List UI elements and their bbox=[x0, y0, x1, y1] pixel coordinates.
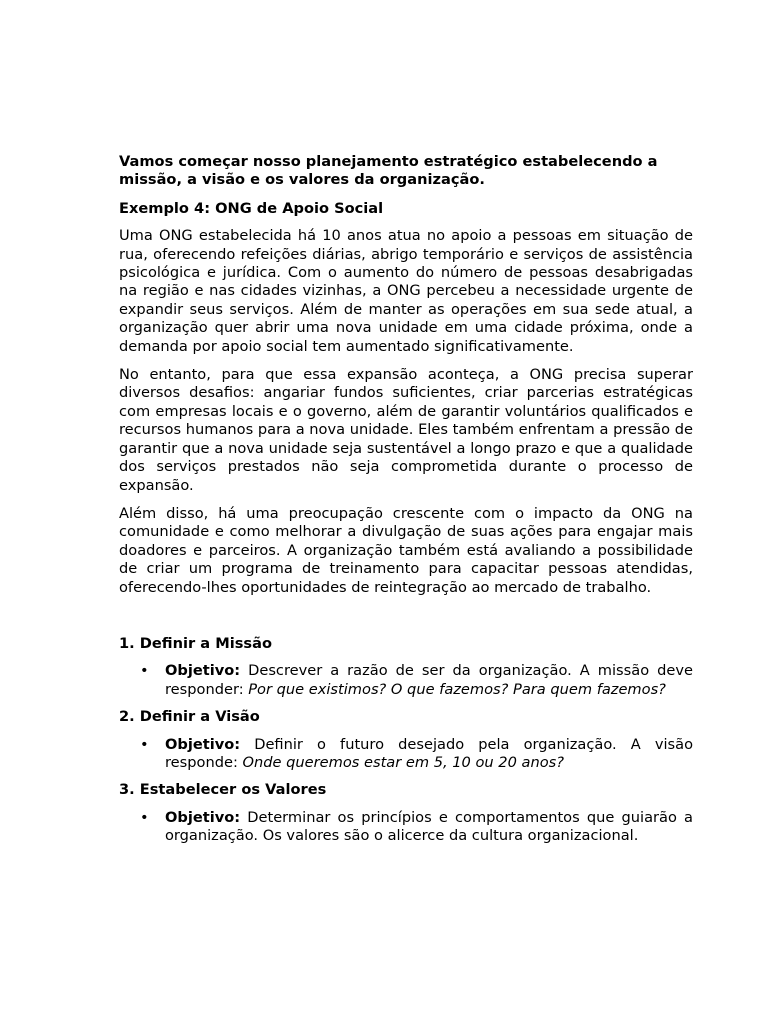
example-title: Exemplo 4: ONG de Apoio Social bbox=[119, 199, 384, 217]
objective-text: Determinar os princípios e comportamentos que guiarão a organização. Os valores são o alicerce da cultura organizacional. bbox=[165, 808, 693, 845]
objective-text: Definir o futuro desejado pela organização. A visão responde: bbox=[165, 735, 693, 771]
objective-label: Objetivo: bbox=[165, 735, 241, 753]
paragraph-concerns: Além disso, há uma preocupação crescente com o impacto da ONG na comunidade e como melhorar a divulgação de suas ações para engajar mais doadores e parceiros. A organização também está avaliando a possibilidade de criar um programa de treinamento para capacitar pessoas atendidas, oferecendo-lhes oportunidades de reintegração ao mercado de trabalho. bbox=[119, 504, 693, 596]
objective-label: Objetivo: bbox=[165, 662, 241, 680]
spacer bbox=[119, 607, 693, 635]
list-item-values-objective bbox=[140, 808, 693, 846]
vision-list bbox=[119, 736, 693, 773]
document-page bbox=[119, 153, 693, 855]
section-vision bbox=[119, 708, 693, 772]
section-values bbox=[119, 781, 693, 845]
objective-text: Descrever a razão de ser da organização. A missão deve responder: bbox=[165, 662, 693, 698]
section-title-mission: 1. Definir a Missão bbox=[119, 634, 272, 652]
bullet-icon: • bbox=[140, 808, 149, 826]
bullet-icon: • bbox=[140, 735, 149, 753]
bullet-icon: • bbox=[140, 662, 149, 680]
list-item-vision-objective bbox=[140, 735, 693, 773]
objective-questions: Por que existimos? O que fazemos? Para quem fazemos? bbox=[248, 680, 666, 698]
objective-label: Objetivo: bbox=[165, 808, 241, 826]
section-title-vision: 2. Definir a Visão bbox=[119, 708, 260, 726]
mission-list bbox=[119, 662, 693, 699]
values-list bbox=[119, 809, 693, 846]
intro-heading: Vamos começar nosso planejamento estratégico estabelecendo a missão, a visão e os valores da organização. bbox=[119, 153, 658, 189]
paragraph-challenges: No entanto, para que essa expansão aconteça, a ONG precisa superar diversos desafios: angariar fundos suficientes, criar parcerias estratégicas com empresas locais e o governo, além de garantir voluntários qualificados e recursos humanos para a nova unidade. Eles também enfrentam a pressão de garantir que a nova unidade seja sustentável a longo prazo e que a qualidade dos serviços prestados não seja comprometida durante o processo de expansão. bbox=[119, 366, 693, 494]
list-item-mission-objective bbox=[140, 662, 693, 699]
section-mission bbox=[119, 635, 693, 699]
section-title-values: 3. Estabelecer os Valores bbox=[119, 781, 327, 799]
objective-questions: Onde queremos estar em 5, 10 ou 20 anos? bbox=[242, 753, 564, 771]
paragraph-context: Uma ONG estabelecida há 10 anos atua no apoio a pessoas em situação de rua, oferecendo refeições diárias, abrigo temporário e serviços de assistência psicológica e jurídica. Com o aumento do número de pessoas desabrigadas na região e nas cidades vizinhas, a ONG percebeu a necessidade urgente de expandir seus serviços. Além de manter as operações em sua sede atual, a organização quer abrir uma nova unidade em uma cidade próxima, onde a demanda por apoio social tem aumentado significativamente. bbox=[119, 227, 693, 355]
